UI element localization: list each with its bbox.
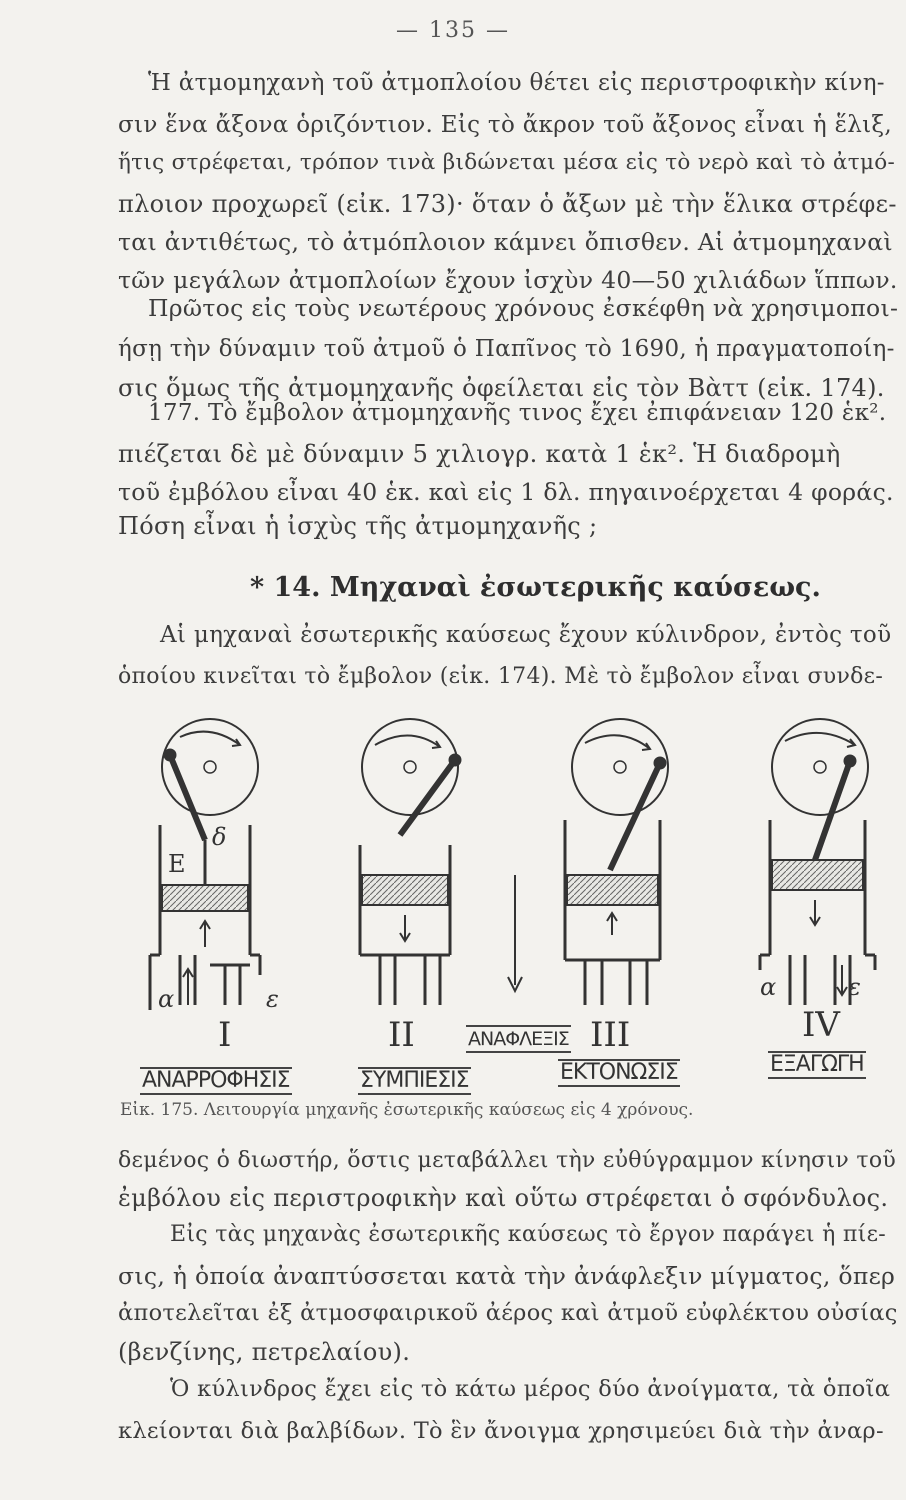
- text-line: Ὁ κύλινδρος ἔχει εἰς τὸ κάτω μέρος δύο ἀνοίγματα, τὰ ὁποῖα: [170, 1376, 891, 1402]
- label-E: Ε: [168, 850, 186, 878]
- stage-4-label: ΕΞΑΓΩΓΗ: [770, 1052, 864, 1077]
- figure-engine-four-strokes: [140, 715, 880, 1110]
- stage-4-numeral: IV: [802, 1005, 840, 1045]
- engine-diagram: [140, 715, 880, 1015]
- text-line: ήσῃ τὴν δύναμιν τοῦ ἀτμοῦ ὁ Παπῖνος τὸ 1690, ἡ πραγματοποίη-: [118, 336, 895, 362]
- text-line: σιν ἕνα ἄξονα ὁριζόντιον. Εἰς τὸ ἄκρον τοῦ ἄξονος εἶναι ἡ ἕλιξ,: [118, 112, 892, 138]
- page-number: — 135 —: [396, 18, 510, 43]
- text-line: Εἰς τὰς μηχανὰς ἐσωτερικῆς καύσεως τὸ ἔργον παράγει ἡ πίε-: [170, 1222, 887, 1247]
- text-line: Αἱ μηχαναὶ ἐσωτερικῆς καύσεως ἔχουν κύλινδρον, ἐντὸς τοῦ: [160, 622, 892, 648]
- text-line: σις, ἡ ὁποία ἀναπτύσσεται κατὰ τὴν ἀνάφλεξιν μίγματος, ὅπερ: [118, 1262, 896, 1290]
- section-heading: * 14. Μηχαναὶ ἐσωτερικῆς καύσεως.: [250, 572, 821, 603]
- stage-1-drawing: [150, 719, 260, 1010]
- text-line: σις ὅμως τῆς ἀτμομηχανῆς ὀφείλεται εἰς τὸν Βὰττ (εἰκ. 174).: [118, 374, 885, 402]
- text-line: ἐμβόλου εἰς περιστροφικὴν καὶ οὕτω στρέφεται ὁ σφόνδυλος.: [118, 1184, 889, 1212]
- text-line: Ἡ ἀτμομηχανὴ τοῦ ἀτμοπλοίου θέτει εἰς περιστροφικὴν κίνη-: [148, 70, 885, 96]
- stage-3-numeral: III: [590, 1015, 631, 1055]
- text-line: δεμένος ὁ διωστήρ, ὅστις μεταβάλλει τὴν εὐθύγραμμον κίνησιν τοῦ: [118, 1148, 897, 1173]
- stage-3-drawing: [565, 719, 668, 1005]
- text-line: Πόση εἶναι ἡ ἰσχὺς τῆς ἀτμομηχανῆς ;: [118, 512, 598, 540]
- text-line: ὁποίου κινεῖται τὸ ἔμβολον (εἰκ. 174). Μὲ τὸ ἔμβολον εἶναι συνδε-: [118, 664, 884, 689]
- label-alpha-1: α: [158, 985, 175, 1013]
- label-epsilon-1: ε: [266, 985, 279, 1013]
- text-line: τῶν μεγάλων ἀτμοπλοίων ἔχουν ἰσχὺν 40—50 χιλιάδων ἵππων.: [118, 266, 898, 294]
- label-alpha-4: α: [760, 973, 777, 1001]
- label-delta: δ: [212, 823, 227, 851]
- stage-3-label: ΕΚΤΟΝΩΣΙΣ: [560, 1060, 678, 1085]
- text-line: 177. Τὸ ἔμβολον ἀτμομηχανῆς τινος ἔχει ἐπιφάνειαν 120 ἑκ².: [148, 400, 887, 426]
- stage-4-drawing: [760, 719, 875, 1005]
- text-line: (βενζίνης, πετρελαίου).: [118, 1338, 411, 1366]
- ignition-label: ΑΝΑΦΛΕΞΙΣ: [466, 1025, 571, 1053]
- stage-1-label: ΑΝΑΡΡΟΦΗΣΙΣ: [142, 1068, 290, 1093]
- text-line: τοῦ ἐμβόλου εἶναι 40 ἑκ. καὶ εἰς 1 δλ. πηγαινοέρχεται 4 φοράς.: [118, 478, 894, 506]
- stage-2-drawing: [360, 719, 460, 1005]
- ignition-arrow: [508, 875, 522, 991]
- text-line: ἀποτελεῖται ἐξ ἀτμοσφαιρικοῦ ἀέρος καὶ ἀτμοῦ εὐφλέκτου οὐσίας: [118, 1300, 898, 1326]
- stage-1-numeral: I: [218, 1015, 232, 1055]
- text-line: κλείονται διὰ βαλβίδων. Τὸ ἓν ἄνοιγμα χρησιμεύει διὰ τὴν ἀναρ-: [118, 1418, 884, 1444]
- text-line: ἥτις στρέφεται, τρόπον τινὰ βιδώνεται μέσα εἰς τὸ νερὸ καὶ τὸ ἀτμό-: [118, 150, 896, 175]
- stage-2-label: ΣΥΜΠΙΕΣΙΣ: [360, 1068, 469, 1093]
- text-line: ται ἀντιθέτως, τὸ ἀτμόπλοιον κάμνει ὄπισθεν. Αἱ ἀτμομηχαναὶ: [118, 228, 893, 256]
- text-line: πλοιον προχωρεῖ (εἰκ. 173)· ὅταν ὁ ἄξων μὲ τὴν ἕλικα στρέφε-: [118, 190, 897, 218]
- text-line: πιέζεται δὲ μὲ δύναμιν 5 χιλιογρ. κατὰ 1 ἑκ². Ἡ διαδρομὴ: [118, 440, 841, 468]
- figure-caption: Εἰκ. 175. Λειτουργία μηχανῆς ἐσωτερικῆς καύσεως εἰς 4 χρόνους.: [120, 1100, 694, 1120]
- stage-2-numeral: II: [388, 1015, 415, 1055]
- text-line: Πρῶτος εἰς τοὺς νεωτέρους χρόνους ἐσκέφθη νὰ χρησιμοποι-: [148, 294, 899, 322]
- label-epsilon-4: ε: [848, 973, 861, 1001]
